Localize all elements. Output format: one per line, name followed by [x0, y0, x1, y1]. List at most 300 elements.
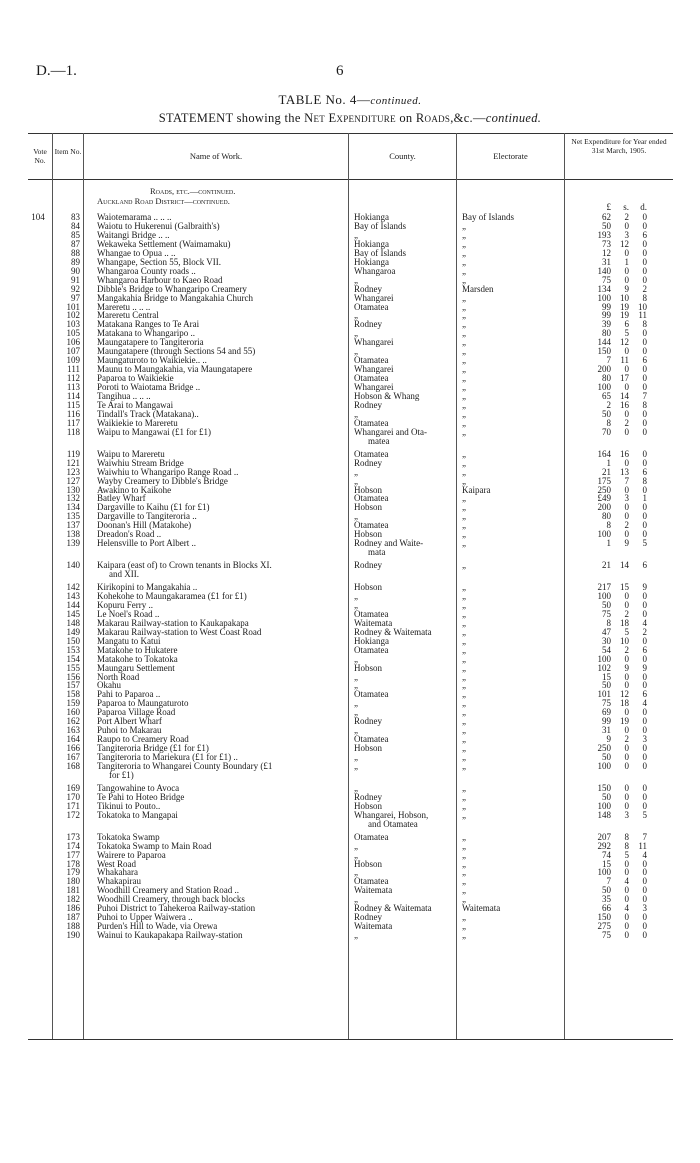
amount-pence: 8 [642, 319, 647, 330]
amount-shillings: 17 [620, 373, 629, 384]
county-name: „ [354, 310, 358, 321]
amount-pounds: 148 [597, 809, 611, 820]
amount-shillings: 8 [624, 831, 629, 842]
county-name: „ [354, 653, 358, 664]
amount-shillings: 0 [624, 511, 629, 522]
item-number: 103 [66, 319, 80, 330]
item-number: 180 [66, 876, 80, 887]
work-name: Awakino to Kaikohe [97, 484, 172, 495]
amount-shillings: 0 [624, 680, 629, 691]
amount-pounds: 250 [597, 484, 611, 495]
county-name: Hokianga [354, 635, 389, 646]
electorate-name: „ [462, 743, 466, 754]
amount-pounds: 99 [602, 301, 611, 312]
amount-pounds: 292 [597, 840, 611, 851]
amount-pounds: 100 [597, 382, 611, 393]
county-name: „ [354, 894, 358, 905]
electorate-name: „ [462, 382, 466, 393]
amount-shillings: 2 [624, 734, 629, 745]
amount-pence: 11 [638, 310, 647, 321]
electorate-name: „ [462, 529, 466, 540]
item-number: 127 [66, 475, 80, 486]
electorate-name: „ [462, 635, 466, 646]
work-name: Mareretu Central [97, 310, 159, 321]
col-header-vote: Vote No. [33, 147, 47, 165]
amount-pence: 0 [642, 876, 647, 887]
electorate-name: „ [462, 800, 466, 811]
work-name: Purden's Hill to Wade, via Orewa [97, 921, 218, 932]
county-name: „ [354, 408, 358, 419]
county-name: Whangarei, Hobson, [354, 809, 429, 820]
electorate-name: „ [462, 417, 466, 428]
table-number-main: TABLE No. 4— [278, 92, 371, 107]
county-name: Otamatea [354, 876, 389, 887]
amount-pence: 4 [642, 849, 647, 860]
electorate-name: „ [462, 346, 466, 357]
item-number: 174 [66, 840, 80, 851]
amount-pounds: 75 [602, 930, 611, 941]
amount-shillings: 8 [624, 840, 629, 851]
county-name: Rodney [354, 283, 382, 294]
work-name: Paparoa Village Road [97, 707, 176, 718]
work-name: Mangatu to Katui [97, 635, 161, 646]
electorate-name: „ [462, 599, 466, 610]
amount-pounds: 8 [606, 617, 611, 628]
work-name: Maunu to Maungakahia, via Maungatapere [97, 364, 253, 375]
item-number: 85 [71, 229, 80, 240]
amount-shillings: 18 [620, 617, 629, 628]
amount-pounds: 144 [597, 337, 611, 348]
amount-pounds: 100 [597, 292, 611, 303]
amount-shillings: 11 [620, 355, 629, 366]
statement-net: Net Expenditure [304, 111, 396, 125]
county-name: Waitemata [354, 921, 393, 932]
item-number: 142 [66, 582, 80, 592]
electorate-name: „ [462, 319, 466, 330]
item-number: 157 [66, 680, 80, 691]
amount-shillings: 0 [624, 220, 629, 231]
amount-pence: 0 [642, 529, 647, 540]
county-name: Rodney [354, 791, 382, 802]
amount-pounds: 35 [602, 894, 611, 905]
electorate-name: Marsden [462, 283, 494, 294]
work-name: Makarau Railway-station to West Coast Road [97, 626, 262, 637]
amount-shillings: 12 [620, 238, 629, 249]
amount-shillings: 19 [620, 310, 629, 321]
amount-shillings: 0 [624, 885, 629, 896]
work-name: Raupo to Creamery Road [97, 734, 189, 745]
electorate-name: „ [462, 734, 466, 745]
work-name: Waiotu to Hukerenui (Galbraith's) [97, 220, 220, 231]
electorate-name: „ [462, 520, 466, 531]
amount-pence: 0 [642, 716, 647, 727]
electorate-name: „ [462, 840, 466, 851]
electorate-name: „ [462, 408, 466, 419]
county-name: Whangarei [354, 292, 394, 303]
item-number: 114 [66, 391, 80, 401]
amount-pounds: 39 [602, 319, 611, 330]
amount-pence: 0 [642, 599, 647, 610]
electorate-name: „ [462, 310, 466, 321]
amount-pounds: 31 [602, 725, 611, 736]
item-number: 91 [71, 274, 80, 285]
work-name: Tokatoka to Mangapai [97, 809, 178, 820]
amount-shillings: 3 [624, 493, 629, 504]
amount-pence: 0 [642, 247, 647, 258]
amount-pounds: £49 [597, 493, 611, 504]
amount-pounds: 100 [597, 800, 611, 811]
amount-shillings: 0 [624, 671, 629, 682]
item-number: 160 [66, 707, 80, 718]
county-name: „ [354, 475, 358, 486]
work-name: Le Noel's Road .. [97, 608, 160, 619]
county-name: „ [354, 346, 358, 357]
electorate-name: „ [462, 399, 466, 410]
amount-pence: 5 [642, 538, 647, 549]
amount-pounds: 54 [602, 644, 611, 655]
amount-pounds: 15 [602, 858, 611, 869]
item-number: 106 [66, 337, 80, 348]
electorate-name: „ [462, 689, 466, 700]
item-number: 149 [66, 626, 80, 637]
amount-pounds: 12 [602, 247, 611, 258]
work-name: Batley Wharf [97, 493, 146, 504]
section-title: Roads, etc.—continued. [150, 186, 236, 196]
county-name: Rodney & Waitemata [354, 626, 432, 637]
amount-pounds: 100 [597, 529, 611, 540]
work-name: Maungaru Settlement [97, 662, 175, 673]
amount-shillings: 0 [624, 590, 629, 601]
amount-shillings: 5 [624, 626, 629, 637]
table-number [0, 92, 700, 108]
item-number: 139 [66, 538, 80, 549]
county-name: Hobson [354, 582, 383, 592]
amount-pence: 0 [642, 791, 647, 802]
work-name: Port Albert Wharf [97, 716, 162, 727]
amount-pence: 0 [642, 212, 647, 222]
amount-shillings: 0 [624, 382, 629, 393]
table-row-continuation [0, 569, 700, 579]
electorate-name: „ [462, 265, 466, 276]
work-name: Maungaturoto to Waikiekie.. .. [97, 355, 207, 366]
work-name: Maungatapere (through Sections 54 and 55) [97, 346, 256, 357]
amount-pounds: 21 [602, 466, 611, 477]
electorate-name: „ [462, 301, 466, 312]
amount-pence: 11 [638, 840, 647, 851]
item-number: 171 [66, 800, 80, 811]
electorate-name: „ [462, 876, 466, 887]
item-number: 132 [66, 493, 80, 504]
amount-pounds: 74 [602, 849, 611, 860]
amount-shillings: 0 [624, 912, 629, 923]
work-name: Pahi to Paparoa .. [97, 689, 161, 700]
county-name: Otamatea [354, 493, 389, 504]
amount-pounds: 50 [602, 885, 611, 896]
amount-pence: 0 [642, 511, 647, 522]
electorate-name: „ [462, 590, 466, 601]
amount-pounds: 100 [597, 653, 611, 664]
amount-shillings: 0 [624, 408, 629, 419]
table-bottom-rule [28, 1039, 673, 1040]
electorate-name: „ [462, 725, 466, 736]
item-number: 150 [66, 635, 80, 646]
amount-pence: 0 [642, 256, 647, 267]
amount-pence: 0 [642, 337, 647, 348]
county-name: Hobson [354, 858, 383, 869]
amount-shillings: 4 [624, 876, 629, 887]
county-name: „ [354, 698, 358, 709]
work-name: Maungatapere to Tangiteroria [97, 337, 204, 348]
amount-shillings: 0 [624, 653, 629, 664]
amount-shillings: 0 [624, 265, 629, 276]
electorate-name: „ [462, 894, 466, 905]
amount-shillings: 10 [620, 292, 629, 303]
county-name: „ [354, 466, 358, 477]
county-name: Otamatea [354, 355, 389, 366]
work-name: Puhoi to Makarau [97, 725, 162, 736]
county-name: „ [354, 867, 358, 878]
county-name-continued: and Otamatea [368, 818, 418, 829]
amount-pounds: 75 [602, 698, 611, 709]
amount-pence: 0 [642, 238, 647, 249]
amount-pounds: 200 [597, 502, 611, 513]
item-number: 117 [66, 417, 80, 428]
electorate-name: Waitemata [462, 903, 501, 914]
amount-pence: 0 [642, 800, 647, 811]
electorate-name: „ [462, 653, 466, 664]
county-name: Hobson [354, 743, 383, 754]
work-name: Whangaroa County roads .. [97, 265, 196, 276]
amount-shillings: 0 [624, 274, 629, 285]
county-name: „ [354, 782, 358, 793]
county-name: Rodney & Waitemata [354, 903, 432, 914]
amount-pence: 0 [642, 364, 647, 375]
work-name: Kirikopini to Mangakahia .. [97, 582, 198, 592]
amount-shillings: 2 [624, 644, 629, 655]
item-number: 107 [66, 346, 80, 357]
table-row-continuation [0, 819, 700, 829]
work-name: Kopuru Ferry .. [97, 599, 153, 610]
electorate-name: „ [462, 220, 466, 231]
amount-shillings: 5 [624, 849, 629, 860]
statement-on: on [399, 111, 413, 125]
work-name: Dargaville to Tangiteroria .. [97, 511, 197, 522]
amount-pence: 0 [642, 520, 647, 531]
item-number: 116 [66, 408, 80, 419]
electorate-name: „ [462, 867, 466, 878]
work-name: Kaipara (east of) to Crown tenants in Blocks XI. [97, 560, 272, 571]
amount-pounds: 75 [602, 274, 611, 285]
amount-pence: 3 [642, 734, 647, 745]
work-name: Waiotemarama .. .. .. [97, 212, 172, 222]
amount-pounds: 66 [602, 903, 611, 914]
county-name: Otamatea [354, 644, 389, 655]
county-name: Otamatea [354, 734, 389, 745]
amount-shillings: 13 [620, 466, 629, 477]
amount-pence: 6 [642, 560, 647, 571]
amount-shillings: 0 [624, 599, 629, 610]
amount-shillings: 0 [624, 743, 629, 754]
electorate-name: „ [462, 274, 466, 285]
work-name: Makarau Railway-station to Kaukapakapa [97, 617, 249, 628]
amount-pounds: 275 [597, 921, 611, 932]
county-name: Waitemata [354, 617, 393, 628]
amount-shillings: 0 [624, 346, 629, 357]
item-number: 144 [66, 599, 80, 610]
amount-pounds: 8 [606, 417, 611, 428]
item-number: 112 [66, 373, 80, 384]
county-name: „ [354, 725, 358, 736]
amount-pence: 8 [642, 292, 647, 303]
electorate-name: „ [462, 511, 466, 522]
electorate-name: „ [462, 930, 466, 941]
work-name: Tokatoka Swamp to Main Road [97, 840, 212, 851]
amount-shillings: 3 [624, 229, 629, 240]
amount-pence: 4 [642, 698, 647, 709]
amount-pence: 0 [642, 671, 647, 682]
amount-pence: 0 [642, 328, 647, 339]
header-bottom-rule [28, 179, 673, 180]
work-name: Woodhill Creamery and Station Road .. [97, 885, 240, 896]
county-name: Otamatea [354, 448, 389, 459]
item-number: 167 [66, 752, 80, 763]
amount-shillings: 0 [624, 364, 629, 375]
amount-pounds: 21 [602, 560, 611, 571]
item-number: 154 [66, 653, 80, 664]
statement-cont: continued. [485, 111, 542, 125]
county-name: Whangarei and Ota- [354, 426, 427, 437]
county-name: Hokianga [354, 212, 389, 222]
electorate-name: „ [462, 256, 466, 267]
electorate-name: „ [462, 337, 466, 348]
electorate-name: „ [462, 716, 466, 727]
work-name: West Road [97, 858, 137, 869]
amount-pence: 0 [642, 426, 647, 437]
electorate-name: „ [462, 373, 466, 384]
amount-pence: 0 [642, 885, 647, 896]
electorate-name: „ [462, 707, 466, 718]
county-name: „ [354, 328, 358, 339]
county-name: Otamatea [354, 417, 389, 428]
electorate-name: „ [462, 921, 466, 932]
amount-shillings: 0 [624, 484, 629, 495]
work-name: Tangihua .. .. .. [97, 391, 151, 401]
amount-pence: 0 [642, 448, 647, 459]
electorate-name: „ [462, 493, 466, 504]
item-number: 118 [66, 426, 80, 437]
amount-pence: 0 [642, 408, 647, 419]
electorate-name: „ [462, 328, 466, 339]
amount-pence: 7 [642, 831, 647, 842]
item-number: 102 [66, 310, 80, 321]
work-name: Matakana to Whangaripo .. [97, 328, 196, 339]
col-header-net-expenditure: Net Expenditure for Year ended 31st March, 1905. [571, 137, 667, 155]
item-number: 145 [66, 608, 80, 619]
amount-pence: 6 [642, 644, 647, 655]
statement-word: STATEMENT [158, 111, 234, 125]
amount-pence: 1 [642, 493, 647, 504]
electorate-name: „ [462, 698, 466, 709]
amount-pounds: 102 [597, 662, 611, 673]
statement-etc: &c.— [453, 111, 486, 125]
item-number: 130 [66, 484, 80, 495]
amount-shillings: 0 [624, 782, 629, 793]
amount-pounds: 100 [597, 761, 611, 771]
amount-shillings: 0 [624, 858, 629, 869]
electorate-name: „ [462, 448, 466, 459]
amount-pounds: 50 [602, 408, 611, 419]
item-number: 92 [71, 283, 80, 294]
county-name-continued: matea [368, 435, 390, 446]
work-name: Okahu [97, 680, 121, 691]
amount-pounds: 150 [597, 912, 611, 923]
amount-pence: 0 [642, 782, 647, 793]
amount-shillings: 19 [620, 716, 629, 727]
amount-pounds: 30 [602, 635, 611, 646]
amount-shillings: 2 [624, 417, 629, 428]
district-title: Auckland Road District—continued. [97, 196, 230, 206]
work-name: Dibble's Bridge to Whangaripo Creamery [97, 283, 247, 294]
amount-pence: 8 [642, 475, 647, 486]
amount-pence: 9 [642, 582, 647, 592]
electorate-name: „ [462, 782, 466, 793]
amount-shillings: 0 [624, 930, 629, 941]
work-name: Matakohe to Hukatere [97, 644, 178, 655]
amount-pence: 0 [642, 457, 647, 468]
amount-pence: 0 [642, 502, 647, 513]
item-number: 170 [66, 791, 80, 802]
electorate-name: „ [462, 761, 466, 771]
work-name: Helensville to Port Albert .. [97, 538, 196, 549]
amount-shillings: 14 [620, 391, 629, 401]
work-name: Whangape, Section 55, Block VII. [97, 256, 222, 267]
item-number: 162 [66, 716, 80, 727]
item-number: 123 [66, 466, 80, 477]
electorate-name: „ [462, 355, 466, 366]
table-top-rule [28, 133, 673, 134]
amount-pounds: 70 [602, 426, 611, 437]
electorate-name: „ [462, 831, 466, 842]
amount-shillings: 2 [624, 212, 629, 222]
electorate-name: „ [462, 247, 466, 258]
work-name: Wainui to Kaukapakapa Railway-station [97, 930, 243, 941]
amount-shillings: 9 [624, 538, 629, 549]
amount-shillings: 0 [624, 707, 629, 718]
amount-shillings: 0 [624, 894, 629, 905]
county-name: Whangarei [354, 337, 394, 348]
work-name: Mangakahia Bridge to Mangakahia Church [97, 292, 253, 303]
electorate-name: „ [462, 582, 466, 592]
work-name: Puhoi to Upper Waiwera .. [97, 912, 193, 923]
work-name: Tikinui to Pouto.. [97, 800, 161, 811]
county-name: Hobson [354, 800, 383, 811]
amount-pence: 3 [642, 903, 647, 914]
county-name: Rodney [354, 319, 382, 330]
electorate-name: „ [462, 644, 466, 655]
amount-pence: 0 [642, 912, 647, 923]
electorate-name: „ [462, 626, 466, 637]
item-number: 159 [66, 698, 80, 709]
work-name: Whakahara [97, 867, 138, 878]
amount-pence: 0 [642, 858, 647, 869]
amount-shillings: 0 [624, 725, 629, 736]
work-name: Poroti to Waiotama Bridge .. [97, 382, 201, 393]
statement-showing: showing the [236, 111, 301, 125]
amount-pence: 0 [642, 930, 647, 941]
county-name: Whangaroa [354, 265, 396, 276]
amount-pounds: 50 [602, 599, 611, 610]
county-name: Waitemata [354, 885, 393, 896]
